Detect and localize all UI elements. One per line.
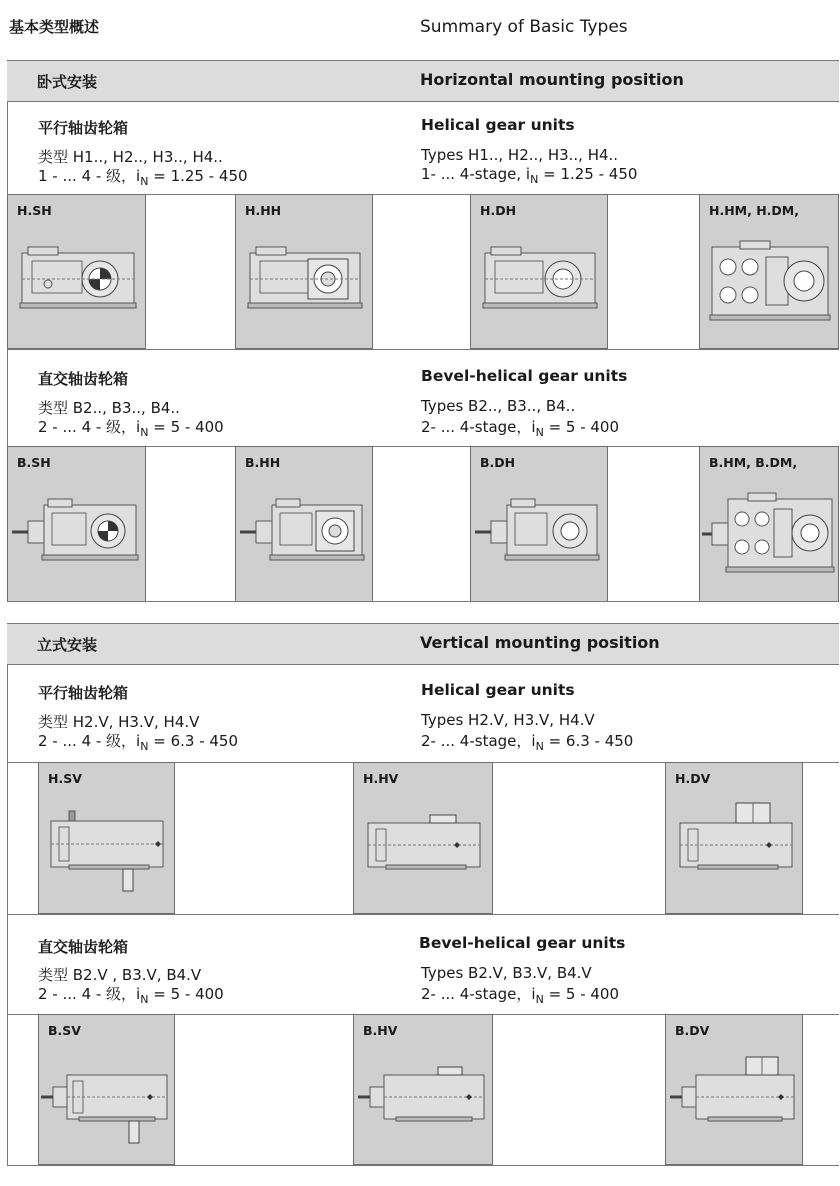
h-helical-title-cn: 平行轴齿轮箱: [38, 119, 129, 137]
gear-unit-drawing: [700, 447, 840, 603]
horizontal-band-en: Horizontal mounting position: [420, 70, 684, 89]
h-helical-types-en: Types H1.., H2.., H3.., H4..: [421, 146, 619, 164]
h-bevel-types-en: Types B2.., B3.., B4..: [421, 397, 576, 415]
cell-b-hm: [699, 446, 839, 602]
cell-label: B.DH: [480, 455, 516, 470]
cell-h-hh: [235, 194, 373, 349]
gear-unit-drawing: [39, 1015, 176, 1166]
page-title-en: Summary of Basic Types: [420, 17, 628, 37]
cell-label: B.SH: [17, 455, 51, 470]
v-bevel-title-cn: 直交轴齿轮箱: [38, 938, 129, 956]
cell-label: B.DV: [675, 1023, 710, 1038]
gear-unit-drawing: [471, 195, 609, 350]
cell-label: B.HM, B.DM,: [709, 455, 798, 470]
cell-h-sv: [38, 762, 175, 914]
v-bevel-range-en: 2- ... 4-stage，$i_N = 5 - 400$: [421, 985, 620, 1006]
v-bevel-range-cn: 2 - ... 4 - 级，$i_N = 5 - 400$: [38, 985, 224, 1006]
gear-unit-drawing: [700, 195, 840, 350]
v-helical-types-cn: 类型 H2.V, H3.V, H4.V: [38, 713, 200, 731]
cell-label: B.SV: [48, 1023, 81, 1038]
horizontal-band-cn: 卧式安装: [37, 73, 98, 91]
gear-unit-drawing: [354, 1015, 494, 1166]
cell-label: H.SV: [48, 771, 82, 786]
gear-unit-drawing: [236, 447, 374, 603]
cell-label: B.HV: [363, 1023, 398, 1038]
divider: [7, 1165, 839, 1166]
cell-h-hm: [699, 194, 839, 349]
h-helical-types-cn: 类型 H1.., H2.., H3.., H4..: [38, 148, 223, 166]
v-helical-types-en: Types H2.V, H3.V, H4.V: [421, 711, 595, 729]
h-bevel-title-cn: 直交轴齿轮箱: [38, 370, 129, 388]
cell-b-sh: [7, 446, 146, 602]
h-helical-title-en: Helical gear units: [421, 116, 575, 134]
gear-unit-drawing: [666, 1015, 804, 1166]
vertical-band: [7, 623, 839, 665]
h-bevel-title-en: Bevel-helical gear units: [421, 367, 628, 385]
v-helical-range-en: 2- ... 4-stage，$i_N = 6.3 - 450$: [421, 732, 634, 753]
cell-h-dh: [470, 194, 608, 349]
h-helical-range-en: 1- ... 4-stage, $i_N = 1.25 - 450$: [421, 165, 638, 186]
v-helical-title-en: Helical gear units: [421, 681, 575, 699]
h-helical-range-cn: 1 - ... 4 - 级，$i_N = 1.25 - 450$: [38, 167, 248, 188]
h-bevel-types-cn: 类型 B2.., B3.., B4..: [38, 399, 180, 417]
cell-h-sh: [7, 194, 146, 349]
cell-h-hv: [353, 762, 493, 914]
cell-label: H.HM, H.DM,: [709, 203, 799, 218]
gear-unit-drawing: [666, 763, 804, 915]
gear-unit-drawing: [354, 763, 494, 915]
v-helical-title-cn: 平行轴齿轮箱: [38, 684, 129, 702]
v-bevel-types-en: Types B2.V, B3.V, B4.V: [421, 964, 592, 982]
cell-label: H.HV: [363, 771, 399, 786]
gear-unit-drawing: [236, 195, 374, 350]
cell-label: H.HH: [245, 203, 282, 218]
horizontal-band: [7, 60, 839, 102]
cell-b-dv: [665, 1014, 803, 1165]
cell-label: H.SH: [17, 203, 52, 218]
cell-b-sv: [38, 1014, 175, 1165]
cell-label: H.DV: [675, 771, 711, 786]
gear-unit-drawing: [8, 447, 147, 603]
gear-unit-drawing: [471, 447, 609, 603]
vertical-band-cn: 立式安装: [37, 636, 98, 654]
divider: [7, 914, 839, 915]
vertical-band-en: Vertical mounting position: [420, 633, 660, 652]
v-bevel-title-en: Bevel-helical gear units: [419, 934, 626, 952]
h-bevel-range-en: 2- ... 4-stage，$i_N = 5 - 400$: [421, 418, 620, 439]
cell-label: H.DH: [480, 203, 517, 218]
cell-h-dv: [665, 762, 803, 914]
divider: [7, 349, 839, 350]
divider: [7, 601, 839, 602]
gear-unit-drawing: [8, 195, 147, 350]
v-bevel-types-cn: 类型 B2.V , B3.V, B4.V: [38, 966, 202, 984]
page-title-cn: 基本类型概述: [9, 18, 100, 36]
cell-b-hv: [353, 1014, 493, 1165]
cell-label: B.HH: [245, 455, 281, 470]
gear-unit-drawing: [39, 763, 176, 915]
cell-b-hh: [235, 446, 373, 602]
cell-b-dh: [470, 446, 608, 602]
v-helical-range-cn: 2 - ... 4 - 级，$i_N = 6.3 - 450$: [38, 732, 239, 753]
h-bevel-range-cn: 2 - ... 4 - 级，$i_N = 5 - 400$: [38, 418, 224, 439]
